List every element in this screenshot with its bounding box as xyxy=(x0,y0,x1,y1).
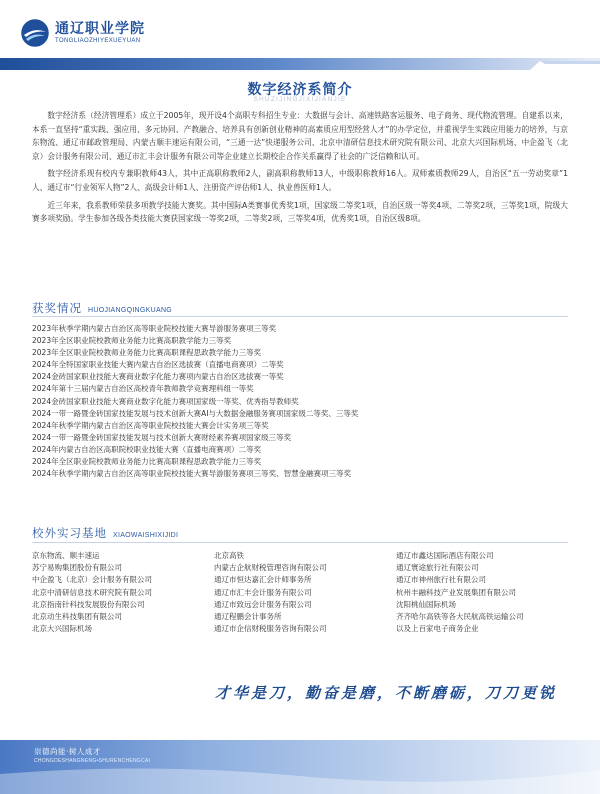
school-name-en: TONGLIAOZHIYEXUEYUAN xyxy=(55,37,141,44)
base-item: 内蒙古企航财税管理咨询有限公司 xyxy=(214,563,327,573)
award-item: 2024金砖国家职业技能大赛商业数字化能力赛项国家级一等奖、优秀指导教师奖 xyxy=(32,396,299,406)
intro-text xyxy=(32,109,568,230)
award-item: 2024年秋季学期内蒙古自治区高等职业院校技能大赛导游服务赛项三等奖、智慧金融赛项三等奖 xyxy=(32,469,352,479)
base-item: 北京指南针科技发展股份有限公司 xyxy=(32,599,145,609)
intro-paragraph: 数字经济系（经济管理系）成立于2005年，现开设4个高职专科招生专业：大数据与会计、高速铁路客运服务、电子商务、现代物流管理。自建系以来，本系一直坚持“重实践、强应用、多元协同、产教融合、培养具有创新创业精神的高素质应用型经营人才”的办学定位，并重视学生实践应用能力的培养，与京东物流、通辽市邮政管理局、内蒙古顺丰速运有限公司，“三通一达”快递服务公司、北京中清研信息技术研究院有限公司、北京大兴国际机场、中企盈飞（北京）会计服务有限公司、通辽市汇丰会计服务有限公司等企业建立长期校企合作关系赢得了社会的广泛信赖和认可。 xyxy=(32,111,568,161)
school-logo-icon xyxy=(20,18,50,48)
bases-column-3 xyxy=(396,550,568,635)
bases-column-2 xyxy=(214,550,396,635)
award-item: 2023年全区职业院校教师业务能力比赛高职教学能力三等奖 xyxy=(32,336,232,346)
base-item: 北京大兴国际机场 xyxy=(32,624,92,634)
award-item: 2024一带一路暨金砖国家技能发展与技术创新大赛财经素养赛项国家级三等奖 xyxy=(32,432,292,442)
slogan: 才华是刀，勤奋是磨，不断磨砺，刀刀更锐 xyxy=(215,684,558,702)
awards-heading-en: HUOJIANGQINGKUANG xyxy=(88,307,173,314)
bases-column-1 xyxy=(32,550,214,635)
award-item: 2024年全区职业院校教师业务能力比赛高职课程思政教学能力三等奖 xyxy=(32,457,262,467)
base-item: 杭州丰融科技产业发展集团有限公司 xyxy=(396,587,516,597)
intro-paragraph: 数字经济系现有校内专兼职教师43人，其中正高职称教师2人，副高职称教师13人，中级职称教师16人。双师素质教师29人，自治区“五一劳动奖章”1人、通辽市“行业领军人物”2人、高级会计师1人、注册资产评估师1人、执业兽医师1人。 xyxy=(32,169,568,192)
base-item: 以及上百家电子商务企业 xyxy=(396,624,479,634)
base-item: 通辽市致远会计服务有限公司 xyxy=(214,599,312,609)
awards-heading-text: 获奖情况 xyxy=(32,301,82,315)
awards-heading xyxy=(32,300,172,316)
base-item: 通辽市神州旅行社有限公司 xyxy=(396,575,486,585)
base-item: 通辽市鑫达国际酒店有限公司 xyxy=(396,551,494,560)
award-item: 2024年秋季学期内蒙古自治区高等职业院校技能大赛会计实务项三等奖 xyxy=(32,420,269,430)
school-name: 通辽职业学院 xyxy=(55,20,145,37)
bases-heading-en: XIAOWAISHIXIJIDI xyxy=(113,532,179,539)
award-item: 2024年内蒙古自治区高职院校职业技能大赛（直播电商赛项）二等奖 xyxy=(32,444,262,454)
header-divider-bar xyxy=(0,58,600,70)
award-item: 2023年全区职业院校教师业务能力比赛高职课程思政教学能力三等奖 xyxy=(32,348,262,358)
school-logo xyxy=(20,18,145,48)
page-title: 数字经济系简介 xyxy=(247,82,353,98)
bases-grid xyxy=(32,550,568,635)
base-item: 沈阳桃仙国际机场 xyxy=(396,599,456,609)
base-item: 北京动生科技集团有限公司 xyxy=(32,612,122,622)
base-item: 中企盈飞（北京）会计服务有限公司 xyxy=(32,575,152,585)
award-item: 2024年第十三届内蒙古自治区高校青年教师教学竞赛理科组一等奖 xyxy=(32,384,254,394)
award-item: 2024金砖国家职业技能大赛商业数字化能力赛项内蒙古自治区选拔赛一等奖 xyxy=(32,372,284,382)
base-item: 通辽市汇丰会计服务有限公司 xyxy=(214,587,312,597)
award-item: 2024年全特国家职业技能大赛内蒙古自治区选拔赛（直播电商赛项）二等奖 xyxy=(32,360,284,370)
footer-motto-en: CHONGDESHANGNENG•SHURENCHENGCAI xyxy=(34,758,151,764)
base-item: 北京高铁 xyxy=(214,551,244,560)
bases-heading-text: 校外实习基地 xyxy=(32,526,107,540)
award-item: 2024一带一路暨金砖国家技能发展与技术创新大赛AI与大数据金融服务赛项国家级二等奖、三等奖 xyxy=(32,408,359,418)
base-item: 通辽市企信财税服务咨询有限公司 xyxy=(214,624,327,634)
base-item: 齐齐哈尔高铁等各大民航高铁运输公司 xyxy=(396,612,524,622)
intro-paragraph: 近三年来，我系教师荣获多项教学技能大赛奖。其中国际A类赛事优秀奖1项，国家级二等奖1项，自治区级一等奖4项、二等奖2项，三等奖1项，院级大赛多项奖励。学生参加各级各类技能大赛获国家级一等奖2项，二等奖2项，三等奖4项，优秀奖1项，自治区级8项。 xyxy=(32,200,568,224)
base-item: 通辽程鹏会计事务所 xyxy=(214,612,282,622)
section-divider xyxy=(32,542,568,543)
bases-heading xyxy=(32,525,178,541)
award-item: 2023年秋季学期内蒙古自治区高等职业院校技能大赛导游服务赛项三等奖 xyxy=(32,324,277,333)
base-item: 通辽市恒达嘉汇会计师事务所 xyxy=(214,575,312,585)
base-item: 北京中清研信息技术研究院有限公司 xyxy=(32,587,152,597)
base-item: 京东物流、顺丰速运 xyxy=(32,551,100,560)
base-item: 苏宁易购集团股份有限公司 xyxy=(32,563,122,573)
base-item: 通辽寰途旅行社有限公司 xyxy=(396,563,479,573)
section-divider xyxy=(32,316,568,317)
page-title-en: SHUZIJINGJIXIJIANJIE xyxy=(253,96,347,103)
footer-motto: 崇德尚能·树人成才 xyxy=(34,747,101,756)
awards-list xyxy=(32,323,568,480)
